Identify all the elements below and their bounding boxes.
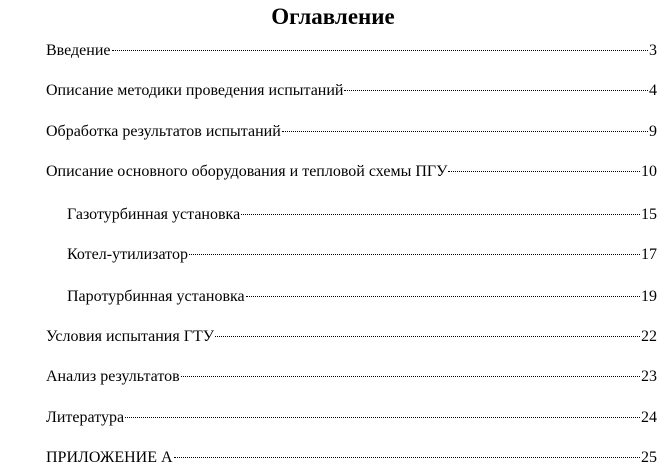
toc-entry-text: Анализ результатов (46, 368, 180, 385)
toc-dot-leader (180, 361, 641, 381)
toc-page-number: 19 (641, 288, 657, 305)
toc-page-number: 17 (641, 246, 657, 263)
toc-page-number: 4 (649, 82, 657, 99)
toc-entry-text: Описание методики проведения испытаний (46, 82, 344, 99)
toc-page-number: 15 (641, 206, 657, 223)
toc-entry-literature[interactable] (46, 402, 657, 426)
toc-dot-leader (214, 321, 641, 341)
toc-entry-appendix-a[interactable] (46, 442, 657, 466)
toc-title: Оглавление (271, 4, 395, 29)
toc-page-number: 24 (641, 409, 657, 426)
toc-entry-results-processing[interactable] (46, 116, 657, 140)
toc-entry-text: Введение (46, 42, 111, 59)
toc-dot-leader (173, 442, 641, 462)
toc-entry-text: Литература (46, 409, 125, 426)
toc-dot-leader (447, 156, 641, 176)
toc-page-number: 3 (649, 42, 657, 59)
toc-entry-steam-turbine-unit[interactable] (67, 281, 657, 305)
toc-entry-waste-heat-boiler[interactable] (67, 239, 657, 263)
toc-page-number: 23 (641, 368, 657, 385)
toc-entry-text: Обработка результатов испытаний (46, 123, 281, 140)
toc-entry-equipment-description[interactable] (46, 156, 657, 180)
toc-dot-leader (124, 402, 641, 422)
toc-entry-text: Котел-утилизатор (67, 246, 188, 263)
toc-page-number: 25 (641, 449, 657, 466)
toc-page-number: 10 (641, 163, 657, 180)
toc-entry-text: Газотурбинная установка (67, 206, 241, 223)
toc-entry-text: Описание основного оборудования и тепловой схемы ПГУ (46, 163, 448, 180)
toc-dot-leader (281, 116, 649, 136)
toc-dot-leader (343, 75, 649, 95)
toc-dot-leader (240, 199, 641, 219)
toc-entry-text: Паротурбинная установка (67, 288, 245, 305)
toc-entry-introduction[interactable] (46, 35, 657, 59)
toc-entry-gas-turbine-unit[interactable] (67, 199, 657, 223)
toc-entry-results-analysis[interactable] (46, 361, 657, 385)
toc-dot-leader (188, 239, 641, 259)
toc-dot-leader (245, 281, 641, 301)
toc-entry-test-methodology[interactable] (46, 75, 657, 99)
toc-entry-text: ПРИЛОЖЕНИЕ А (46, 449, 173, 466)
toc-page-number: 22 (641, 328, 657, 345)
toc-dot-leader (111, 35, 650, 55)
toc-page-number: 9 (649, 123, 657, 140)
toc-entry-gtu-test-conditions[interactable] (46, 321, 657, 345)
toc-entry-text: Условия испытания ГТУ (46, 328, 215, 345)
